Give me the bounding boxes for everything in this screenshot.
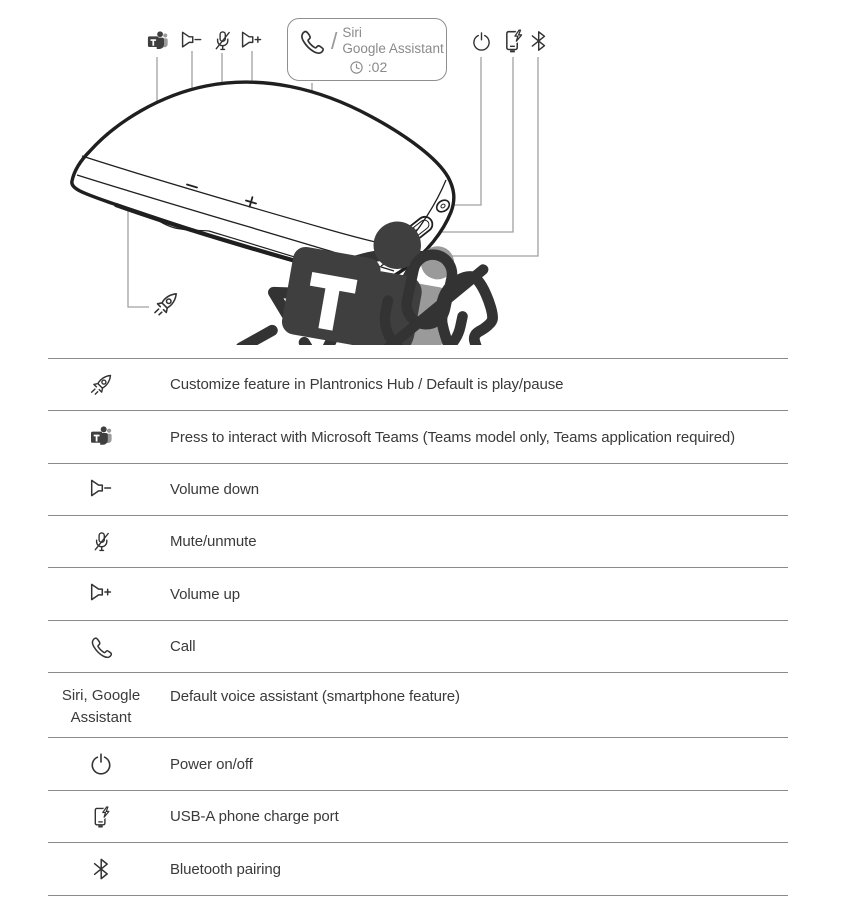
call-icon xyxy=(89,635,113,659)
legend-row-phone-charge xyxy=(48,790,788,842)
legend-row-teams xyxy=(48,410,788,463)
rocket-icon xyxy=(89,373,113,397)
legend-row-voice-assistant xyxy=(48,672,788,737)
volume-up-icon xyxy=(89,582,113,606)
legend-text: Volume down xyxy=(170,481,259,498)
volume-down-icon xyxy=(89,478,113,502)
legend-row-volume-up xyxy=(48,567,788,620)
rocket-icon xyxy=(155,294,176,315)
assistant-line1: Siri xyxy=(342,25,362,40)
legend-text: Bluetooth pairing xyxy=(170,860,281,878)
legend-row-call xyxy=(48,620,788,672)
legend-text: Default voice assistant (smartphone feature) xyxy=(170,688,460,705)
device-call-button xyxy=(416,271,581,345)
legend-row-customize xyxy=(48,358,788,410)
legend-text: Call xyxy=(170,638,196,655)
slash-separator: / xyxy=(331,27,338,54)
legend-text: Mute/unmute xyxy=(170,533,257,550)
mute-icon xyxy=(216,32,229,50)
phone-charge-icon xyxy=(507,30,522,52)
legend-table xyxy=(48,358,788,896)
power-icon xyxy=(474,33,489,50)
volume-down-icon xyxy=(183,32,201,47)
voice-assistant-label xyxy=(62,685,140,729)
bluetooth-icon xyxy=(89,857,113,881)
legend-text: Press to interact with Microsoft Teams (Teams model only, Teams application required) xyxy=(170,428,736,446)
bluetooth-icon xyxy=(532,32,544,50)
teams-icon xyxy=(148,31,168,49)
phone-charge-icon xyxy=(89,805,113,829)
legend-text: Customize feature in Plantronics Hub / Default is play/pause xyxy=(170,376,564,393)
legend-row-mute xyxy=(48,515,788,567)
legend-text: Power on/off xyxy=(170,755,253,773)
speakerphone-body xyxy=(72,82,582,345)
teams-icon xyxy=(89,425,113,449)
legend-row-power xyxy=(48,737,788,790)
legend-text: USB-A phone charge port xyxy=(170,808,339,825)
assistant-line2: Google Assistant xyxy=(342,41,444,56)
clock-icon xyxy=(349,60,364,75)
power-icon xyxy=(89,752,113,776)
mute-icon xyxy=(89,530,113,554)
call-icon xyxy=(298,28,325,55)
voice-assistant-names xyxy=(342,25,443,57)
voice-assistant-callout xyxy=(287,18,447,81)
legend-row-volume-down xyxy=(48,463,788,515)
legend-text: Volume up xyxy=(170,585,240,603)
press-duration: :02 xyxy=(367,59,388,75)
callout-line-power xyxy=(452,57,481,205)
legend-row-bluetooth xyxy=(48,842,788,895)
volume-up-icon xyxy=(243,32,261,47)
label-line2: Assistant xyxy=(70,709,132,726)
label-line1: Siri, Google xyxy=(61,687,141,704)
